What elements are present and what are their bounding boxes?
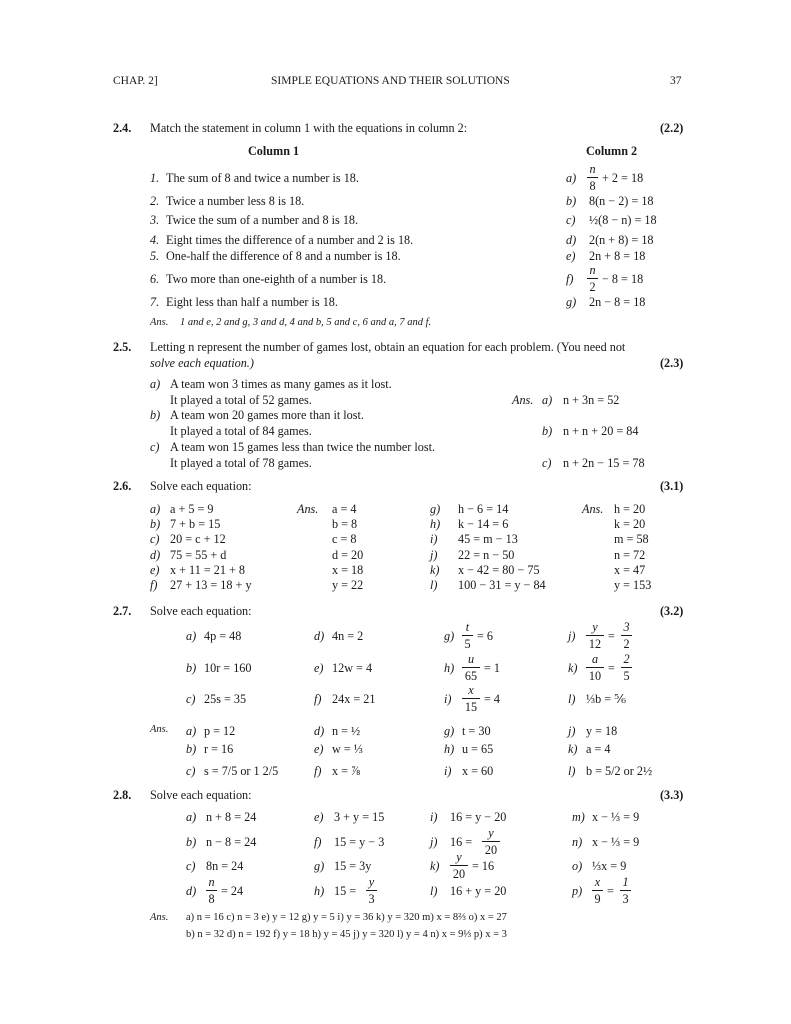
equation-text: a + 5 = 9: [170, 502, 214, 516]
problem-2-5-number: 2.5.: [113, 340, 132, 354]
equation-fraction-bar: [587, 278, 598, 279]
equation-fraction-bar: [462, 667, 480, 668]
problem-2-6-ref: (3.1): [660, 479, 684, 493]
equation-fraction-den: 20: [452, 867, 466, 881]
equation-label: d): [314, 629, 325, 643]
equation-text: k − 14 = 6: [458, 517, 509, 531]
equation-rest: + 2 = 18: [602, 171, 644, 185]
problem-2-4-prompt: Match the statement in column 1 with the equations in column 2:: [150, 121, 468, 135]
answer-text: b = 8: [332, 517, 358, 531]
equation-fraction-den: 9: [594, 892, 601, 906]
answer-item-label: f): [314, 764, 322, 778]
equation-fraction-num: x: [594, 875, 601, 889]
problem-2-6-prompt: Solve each equation:: [150, 479, 252, 493]
equation-rest: = 1: [484, 661, 501, 675]
statement-text: Twice the sum of a number and 8 is 18.: [166, 213, 359, 227]
equation-text: 2(n + 8) = 18: [589, 233, 654, 247]
equation-fraction-num: x: [468, 683, 474, 697]
answer-text: c = 8: [332, 532, 357, 546]
answer-text: x = ⅞: [332, 764, 361, 778]
equation-label: c): [150, 532, 160, 546]
equation-fraction-num: 3: [623, 620, 630, 634]
equation-label: j): [568, 629, 576, 643]
problem-2-5-prompt-cont: solve each equation.): [150, 356, 254, 370]
equation-fraction-den: 12: [588, 637, 602, 651]
equation-label: b): [186, 835, 197, 849]
answer-item-label: i): [444, 764, 452, 778]
answer-label: Ans.: [297, 502, 319, 516]
answer-text: r = 16: [204, 742, 234, 756]
problem-2-7-number: 2.7.: [113, 604, 132, 618]
equation-label: o): [572, 859, 583, 873]
equation-label: l): [430, 884, 438, 898]
problem-2-8-prompt: Solve each equation:: [150, 788, 252, 802]
equation-text: 16 = y − 20: [450, 810, 507, 824]
problem-2-8-number: 2.8.: [113, 788, 132, 802]
equation-fraction-bar: [620, 890, 631, 891]
answer-text: h = 20: [614, 502, 646, 516]
equation-label: i): [444, 692, 452, 706]
answer-item-label: d): [314, 724, 325, 738]
equation-label: d): [566, 233, 577, 247]
equation-text: n + 8 = 24: [206, 810, 257, 824]
equation-fraction-bar: [586, 635, 604, 636]
equation-fraction-den: 5: [623, 669, 630, 683]
statement-number: 2.: [150, 194, 160, 208]
equation-label: k): [430, 563, 440, 577]
statement-number: 1.: [150, 171, 160, 185]
equation-label: e): [314, 661, 324, 675]
equation-rest: − 8 = 18: [602, 272, 644, 286]
answer-text: y = 153: [614, 578, 652, 592]
answer-text: d = 20: [332, 548, 364, 562]
equation-text: 100 − 31 = y − 84: [458, 578, 546, 592]
equation-rest: =: [607, 884, 614, 898]
equation-text: 22 = n − 50: [458, 548, 515, 562]
equation-fraction-num: n: [589, 263, 596, 277]
header-chapter: CHAP. 2]: [113, 75, 158, 87]
equation-label: e): [314, 810, 324, 824]
item-line2: It played a total of 84 games.: [170, 424, 312, 438]
equation-label: f): [566, 272, 574, 286]
equation-fraction-bar: [450, 865, 468, 866]
equation-fraction-den: 2: [589, 280, 596, 294]
equation-fraction-num: y: [368, 875, 375, 889]
equation-label: a): [150, 502, 161, 516]
item-line1: A team won 15 games less than twice the number lost.: [170, 440, 436, 454]
problem-2-4-ref: (2.2): [660, 121, 684, 135]
equation-rest: =: [608, 629, 615, 643]
equation-label: l): [430, 578, 438, 592]
equation-text: 2n − 8 = 18: [589, 295, 646, 309]
equation-label: b): [566, 194, 577, 208]
problem-2-6-number: 2.6.: [113, 479, 132, 493]
equation-label: k): [430, 859, 440, 873]
equation-fraction-den: 2: [623, 637, 630, 651]
equation-fraction-den: 20: [484, 843, 498, 857]
answer-equation: n + n + 20 = 84: [563, 424, 639, 438]
equation-fraction-bar: [206, 890, 217, 891]
equation-label: i): [430, 532, 438, 546]
answer-text: t = 30: [462, 724, 491, 738]
equation-label: n): [572, 835, 583, 849]
equation-text: n − 8 = 24: [206, 835, 257, 849]
equation-label: e): [566, 249, 576, 263]
statement-number: 6.: [150, 272, 160, 286]
equation-label: g): [314, 859, 325, 873]
page-number: 37: [670, 75, 682, 87]
answer-item-label: h): [444, 742, 455, 756]
equation-fraction-num: 2: [623, 652, 630, 666]
equation-fraction-num: u: [467, 652, 475, 666]
equation-text: 45 = m − 13: [458, 532, 518, 546]
problem-2-5-prompt: Letting n represent the number of games lost, obtain an equation for each problem. (You need not: [150, 340, 626, 354]
item-line2: It played a total of 52 games.: [170, 393, 312, 407]
equation-label: i): [430, 810, 438, 824]
statement-number: 5.: [150, 249, 160, 263]
equation-text: 7 + b = 15: [170, 517, 221, 531]
equation-text: 15 = y − 3: [334, 835, 385, 849]
answer-equation: n + 2n − 15 = 78: [563, 456, 645, 470]
equation-label: e): [150, 563, 160, 577]
equation-label: g): [566, 295, 577, 309]
answer-label: Ans.: [512, 393, 534, 407]
equation-fraction-num: y: [592, 620, 598, 634]
problem-2-4-number: 2.4.: [113, 121, 132, 135]
equation-label: b): [150, 517, 161, 531]
problem-2-7-ref: (3.2): [660, 604, 684, 618]
answer-item-label: c): [542, 456, 552, 470]
equation-label: h): [444, 661, 455, 675]
equation-fraction-den: 3: [368, 892, 375, 906]
problem-2-4-answer: 1 and e, 2 and g, 3 and d, 4 and b, 5 and c, 6 and a, 7 and f.: [180, 317, 432, 328]
equation-fraction-bar: [462, 698, 480, 699]
equation-text: 24x = 21: [332, 692, 376, 706]
statement-text: Eight less than half a number is 18.: [166, 295, 338, 309]
statement-text: The sum of 8 and twice a number is 18.: [166, 171, 359, 185]
equation-text: ⅓b = ⅚: [586, 692, 627, 706]
equation-fraction-num: y: [456, 850, 462, 864]
equation-label: m): [572, 810, 585, 824]
equation-text: ⅓x = 9: [592, 859, 627, 873]
item-line2: It played a total of 78 games.: [170, 456, 312, 470]
equation-fraction-den: 10: [588, 669, 602, 683]
equation-text: 10r = 160: [204, 661, 252, 675]
equation-fraction-num: t: [465, 620, 470, 634]
equation-label: c): [566, 213, 576, 227]
equation-text: 4p = 48: [204, 629, 242, 643]
equation-fraction-num: n: [589, 162, 596, 176]
equation-fraction-den: 5: [464, 637, 471, 651]
answer-text: b = 5/2 or 2½: [586, 764, 653, 778]
equation-label: f): [314, 692, 322, 706]
item-label: c): [150, 440, 160, 454]
equation-text: h − 6 = 14: [458, 502, 509, 516]
equation-fraction-bar: [482, 841, 500, 842]
answer-item-label: l): [568, 764, 576, 778]
equation-label: c): [186, 859, 196, 873]
equation-text: 12w = 4: [332, 661, 373, 675]
problem-2-8-answers-line1: a) n = 16 c) n = 3 e) y = 12 g) y = 5 i) y = 36 k) y = 320 m) x = 8⅔ o) x = 27: [186, 912, 507, 923]
equation-fraction-den: 65: [464, 669, 478, 683]
answer-text: m = 58: [614, 532, 649, 546]
equation-rest: = 24: [221, 884, 244, 898]
answer-item-label: j): [568, 724, 576, 738]
equation-label: k): [568, 661, 578, 675]
equation-text: 16 + y = 20: [450, 884, 507, 898]
answer-text: u = 65: [462, 742, 494, 756]
equation-text: 8n = 24: [206, 859, 244, 873]
equation-fraction-bar: [586, 667, 604, 668]
statement-text: Twice a number less 8 is 18.: [166, 194, 305, 208]
answer-item-label: b): [186, 742, 197, 756]
equation-label: h): [430, 517, 441, 531]
equation-fraction-num: a: [591, 652, 599, 666]
answer-text: x = 47: [614, 563, 646, 577]
equation-text: ½(8 − n) = 18: [589, 213, 657, 227]
equation-fraction-num: 1: [622, 875, 629, 889]
equation-fraction-bar: [592, 890, 603, 891]
equation-label: p): [572, 884, 583, 898]
statement-number: 7.: [150, 295, 160, 309]
equation-fraction-bar: [366, 890, 377, 891]
answer-label: Ans.: [150, 912, 169, 923]
equation-label: l): [568, 692, 576, 706]
equation-label: d): [186, 884, 197, 898]
equation-label: g): [430, 502, 441, 516]
column-2-heading: Column 2: [586, 144, 638, 158]
equation-text: 4n = 2: [332, 629, 364, 643]
header-title: SIMPLE EQUATIONS AND THEIR SOLUTIONS: [271, 75, 510, 87]
answer-text: p = 12: [204, 724, 236, 738]
equation-text: 15 = 3y: [334, 859, 372, 873]
equation-label: d): [150, 548, 161, 562]
equation-text: 2n + 8 = 18: [589, 249, 646, 263]
answer-item-label: a): [186, 724, 197, 738]
answer-item-label: k): [568, 742, 578, 756]
answer-item-label: g): [444, 724, 455, 738]
equation-fraction-num: n: [208, 875, 215, 889]
equation-text: 27 + 13 = 18 + y: [170, 578, 252, 592]
equation-label: j): [430, 548, 438, 562]
equation-fraction-bar: [621, 635, 632, 636]
answer-equation: n + 3n = 52: [563, 393, 620, 407]
answer-item-label: b): [542, 424, 553, 438]
equation-rest: = 6: [477, 629, 494, 643]
statement-text: Two more than one-eighth of a number is 18.: [166, 272, 387, 286]
equation-fraction-den: 15: [464, 700, 478, 714]
equation-fraction-bar: [621, 667, 632, 668]
statement-text: Eight times the difference of a number and 2 is 18.: [166, 233, 414, 247]
equation-fraction-den: 3: [622, 892, 629, 906]
equation-label: a): [186, 810, 197, 824]
problem-2-8-answers-line2: b) n = 32 d) n = 192 f) y = 18 h) y = 45 j) y = 320 l) y = 4 n) x = 9⅓ p) x = 3: [186, 929, 507, 940]
equation-label: h): [314, 884, 325, 898]
answer-text: y = 18: [586, 724, 618, 738]
equation-text: 8(n − 2) = 18: [589, 194, 654, 208]
equation-fraction-den: 8: [208, 892, 215, 906]
statement-number: 3.: [150, 213, 160, 227]
answer-item-label: e): [314, 742, 324, 756]
answer-text: y = 22: [332, 578, 364, 592]
equation-text: x − ⅓ = 9: [592, 810, 640, 824]
answer-text: x = 60: [462, 764, 494, 778]
item-label: b): [150, 408, 161, 422]
answer-text: a = 4: [332, 502, 357, 516]
answer-item-label: c): [186, 764, 196, 778]
column-1-heading: Column 1: [248, 144, 300, 158]
answer-label: Ans.: [150, 724, 169, 735]
equation-fraction-bar: [587, 177, 598, 178]
equation-label: a): [566, 171, 577, 185]
equation-label: b): [186, 661, 197, 675]
equation-label: c): [186, 692, 196, 706]
equation-text: x + 11 = 21 + 8: [170, 563, 246, 577]
answer-text: w = ⅓: [332, 742, 363, 756]
problem-2-7-prompt: Solve each equation:: [150, 604, 252, 618]
equation-text: x − ⅓ = 9: [592, 835, 640, 849]
equation-rest: =: [608, 661, 615, 675]
statement-number: 4.: [150, 233, 160, 247]
equation-label: f): [150, 578, 158, 592]
equation-label: a): [186, 629, 197, 643]
equation-text: 3 + y = 15: [334, 810, 385, 824]
answer-item-label: a): [542, 393, 553, 407]
equation-rest: = 4: [484, 692, 501, 706]
equation-text: 25s = 35: [204, 692, 247, 706]
equation-prefix: 15 =: [334, 884, 357, 898]
equation-fraction-den: 8: [589, 179, 596, 193]
equation-label: g): [444, 629, 455, 643]
answer-text: s = 7/5 or 1 2/5: [204, 764, 279, 778]
equation-fraction-bar: [462, 635, 473, 636]
answer-text: n = ½: [332, 724, 361, 738]
equation-text: 75 = 55 + d: [170, 548, 227, 562]
answer-text: k = 20: [614, 517, 646, 531]
answer-text: x = 18: [332, 563, 364, 577]
equation-text: x − 42 = 80 − 75: [458, 563, 540, 577]
equation-label: f): [314, 835, 322, 849]
item-line1: A team won 3 times as many games as it lost.: [170, 377, 392, 391]
equation-prefix: 16 =: [450, 835, 473, 849]
equation-rest: = 16: [472, 859, 495, 873]
equation-text: 20 = c + 12: [170, 532, 226, 546]
answer-label: Ans.: [582, 502, 604, 516]
equation-label: j): [430, 835, 438, 849]
problem-2-5-ref: (2.3): [660, 356, 684, 370]
item-line1: A team won 20 games more than it lost.: [170, 408, 364, 422]
answer-text: n = 72: [614, 548, 646, 562]
item-label: a): [150, 377, 161, 391]
equation-fraction-num: y: [488, 826, 494, 840]
statement-text: One-half the difference of 8 and a number is 18.: [166, 249, 401, 263]
answer-label: Ans.: [150, 317, 169, 328]
answer-text: a = 4: [586, 742, 611, 756]
problem-2-8-ref: (3.3): [660, 788, 684, 802]
